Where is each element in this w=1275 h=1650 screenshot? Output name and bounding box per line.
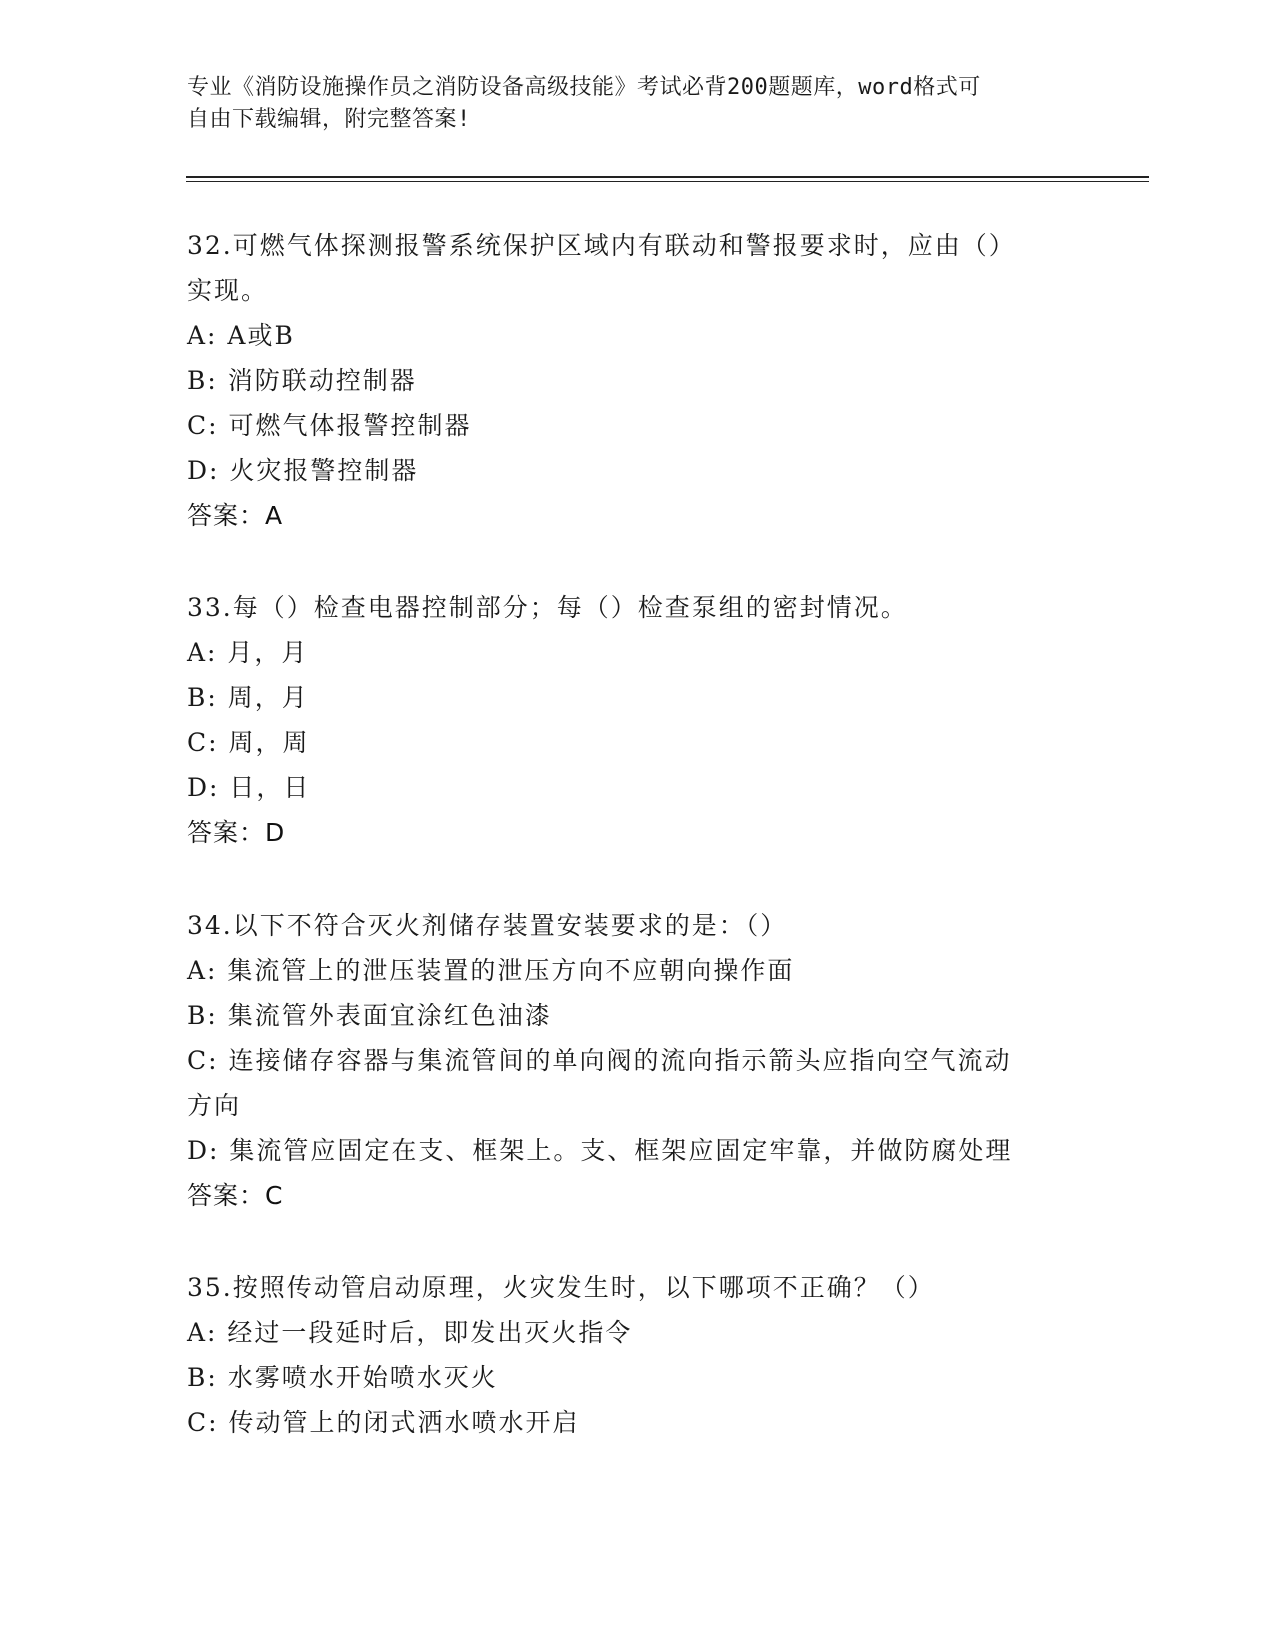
header-line-2: 自由下载编辑，附完整答案!	[187, 107, 471, 132]
question-35	[187, 1265, 1077, 1445]
header-divider-thick	[186, 176, 1149, 178]
question-stem-line: 32.可燃气体探测报警系统保护区域内有联动和警报要求时，应由（）	[187, 231, 1016, 260]
option-a: A: 月，月	[187, 638, 309, 667]
option-b: B: 周，月	[187, 683, 309, 712]
question-stem-line: 33.每（）检查电器控制部分；每（）检查泵组的密封情况。	[187, 593, 908, 622]
option-d: D: 火灾报警控制器	[187, 456, 419, 485]
option-a: A: 集流管上的泄压装置的泄压方向不应朝向操作面	[187, 956, 795, 985]
option-d: D: 集流管应固定在支、框架上。支、框架应固定牢靠，并做防腐处理	[187, 1136, 1013, 1165]
question-34	[187, 903, 1077, 1218]
question-stem-line: 35.按照传动管启动原理，火灾发生时，以下哪项不正确？（）	[187, 1273, 935, 1302]
answer-line: 答案：C	[187, 1181, 284, 1210]
question-32	[187, 223, 1077, 538]
option-c: C: 可燃气体报警控制器	[187, 411, 472, 440]
answer-line: 答案：A	[187, 501, 284, 530]
option-a: A: A或B	[187, 321, 295, 350]
option-c: C: 周，周	[187, 728, 310, 757]
option-b: B: 消防联动控制器	[187, 366, 417, 395]
option-c: C: 连接储存容器与集流管间的单向阀的流向指示箭头应指向空气流动	[187, 1046, 1012, 1075]
question-33	[187, 585, 1077, 855]
document-header	[187, 72, 1067, 136]
option-c-continued: 方向	[187, 1091, 242, 1120]
question-stem-line: 实现。	[187, 276, 269, 305]
option-b: B: 水雾喷水开始喷水灭火	[187, 1363, 498, 1392]
answer-line: 答案：D	[187, 818, 286, 847]
option-b: B: 集流管外表面宜涂红色油漆	[187, 1001, 552, 1030]
header-line-1: 专业《消防设施操作员之消防设备高级技能》考试必背200题题库，word格式可	[187, 75, 981, 100]
option-c: C: 传动管上的闭式洒水喷水开启	[187, 1408, 580, 1437]
option-a: A: 经过一段延时后，即发出灭火指令	[187, 1318, 633, 1347]
option-d: D: 日，日	[187, 773, 311, 802]
header-divider-thin	[186, 181, 1149, 182]
question-stem-line: 34.以下不符合灭火剂储存装置安装要求的是：（）	[187, 911, 788, 940]
